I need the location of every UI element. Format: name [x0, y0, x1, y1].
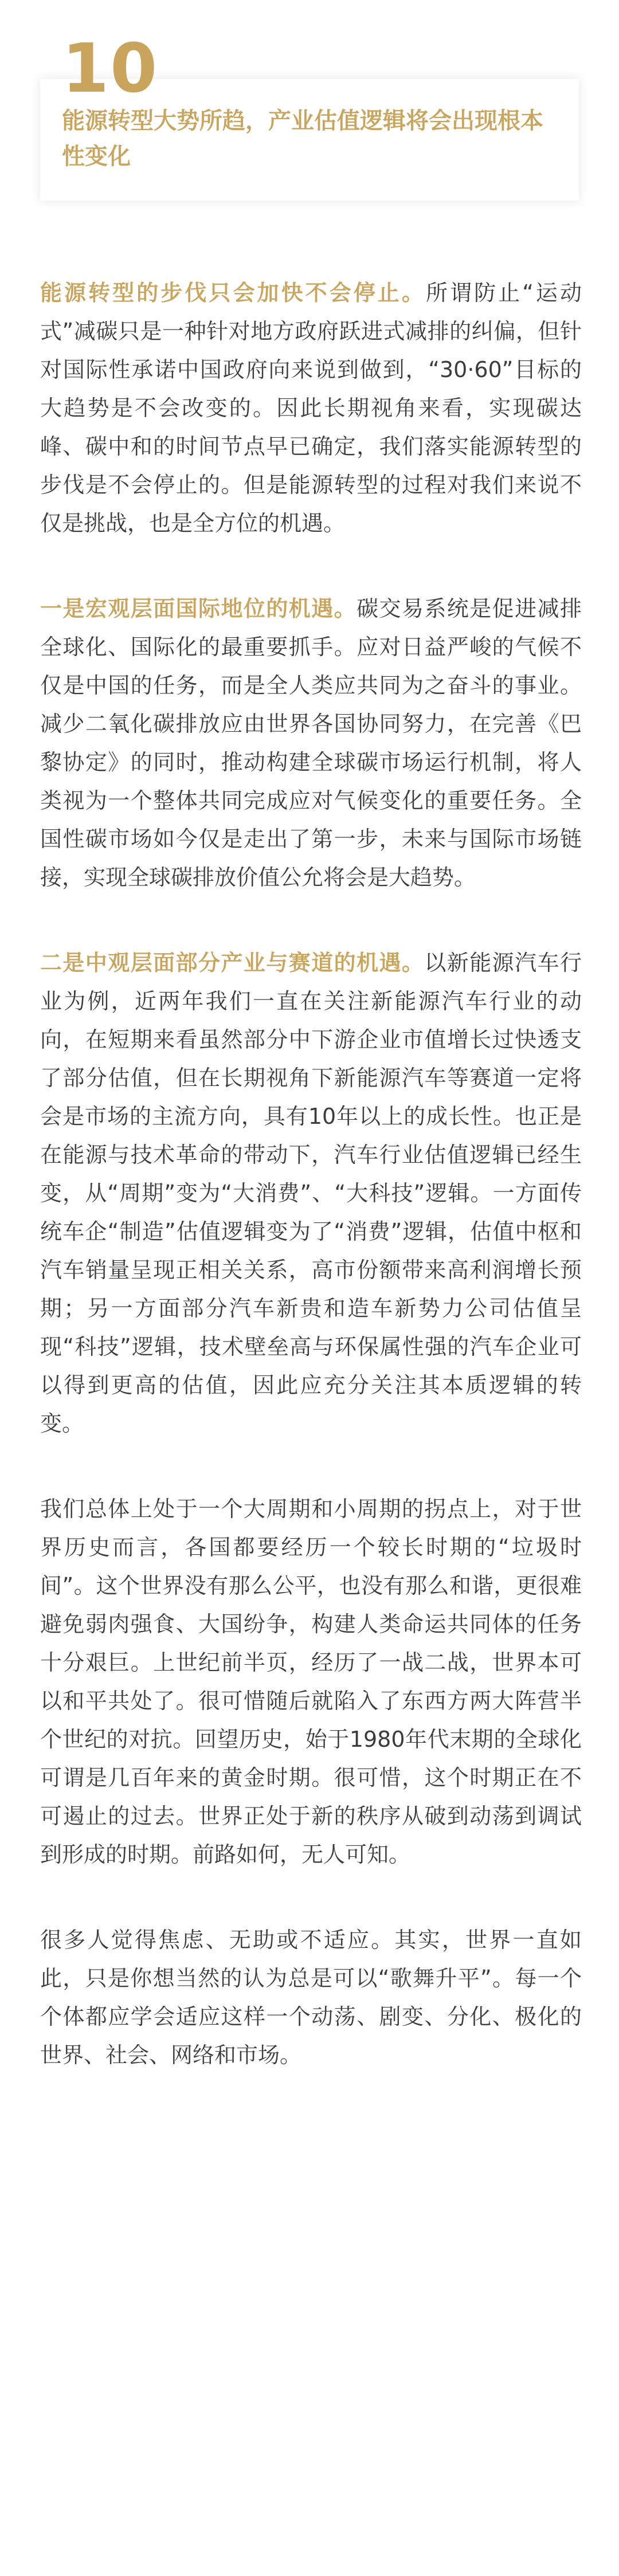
paragraph-lead: 一是宏观层面国际地位的机遇。 [40, 596, 357, 621]
paragraph-lead: 二是中观层面部分产业与赛道的机遇。 [40, 950, 425, 975]
paragraph-cycle-turning-point [40, 1490, 582, 1874]
section-number: 10 [62, 29, 159, 108]
paragraph-macro-opportunity [40, 590, 582, 897]
paragraph-energy-transition [40, 274, 582, 543]
paragraph-meso-opportunity [40, 944, 582, 1443]
paragraph-text: 碳交易系统是促进减排全球化、国际化的最重要抓手。应对日益严峻的气候不仅是中国的任务，而是全人类应共同为之奋斗的事业。减少二氧化碳排放应由世界各国协同努力，在完善《巴黎协定》的同时，推动构建全球碳市场运行机制，将人类视为一个整体共同完成应对气候变化的重要任务。全国性碳市场如今仅是走出了第一步，未来与国际市场链接，实现全球碳排放价值公允将会是大趋势。 [40, 596, 582, 890]
section-title: 能源转型大势所趋，产业估值逻辑将会出现根本性变化 [62, 108, 543, 170]
paragraph-text: 很多人觉得焦虑、无助或不适应。其实，世界一直如此，只是你想当然的认为总是可以“歌舞升平”。每一个个体都应学会适应这样一个动荡、剧变、分化、极化的世界、社会、网络和市场。 [40, 1927, 582, 2068]
paragraph-text: 以新能源汽车行业为例，近两年我们一直在关注新能源汽车行业的动向，在短期来看虽然部分中下游企业市值增长过快透支了部分估值，但在长期视角下新能源汽车等赛道一定将会是市场的主流方向，具有10年以上的成长性。也正是在能源与技术革命的带动下，汽车行业估值逻辑已经生变，从“周期”变为“大消费”、“大科技”逻辑。一方面传统车企“制造”估值逻辑变为了“消费”逻辑，估值中枢和汽车销量呈现正相关关系，高市份额带来高利润增长预期；另一方面部分汽车新贵和造车新势力公司估值呈现“科技”逻辑，技术壁垒高与环保属性强的汽车企业可以得到更高的估值，因此应充分关注其本质逻辑的转变。 [40, 950, 582, 1436]
article-body [40, 274, 582, 2122]
paragraph-text: 所谓防止“运动式”减碳只是一种针对地方政府跃进式减排的纠偏，但针对国际性承诺中国政府向来说到做到，“30·60”目标的大趋势是不会改变的。因此长期视角来看，实现碳达峰、碳中和的时间节点早已确定，我们落实能源转型的步伐是不会停止的。但是能源转型的过程对我们来说不仅是挑战，也是全方位的机遇。 [40, 280, 582, 536]
paragraph-text: 我们总体上处于一个大周期和小周期的拐点上，对于世界历史而言，各国都要经历一个较长时期的“垃圾时间”。这个世界没有那么公平，也没有那么和谐，更很难避免弱肉强食、大国纷争，构建人类命运共同体的任务十分艰巨。上世纪前半页，经历了一战二战，世界本可以和平共处了。很可惜随后就陷入了东西方两大阵营半个世纪的对抗。回望历史，始于1980年代末期的全球化可谓是几百年来的黄金时期。很可惜，这个时期正在不可遏止的过去。世界正处于新的秩序从破到动荡到调试到形成的时期。前路如何，无人可知。 [40, 1496, 582, 1867]
paragraph-lead: 能源转型的步伐只会加快不会停止。 [40, 280, 426, 305]
paragraph-adaptation [40, 1921, 582, 2075]
